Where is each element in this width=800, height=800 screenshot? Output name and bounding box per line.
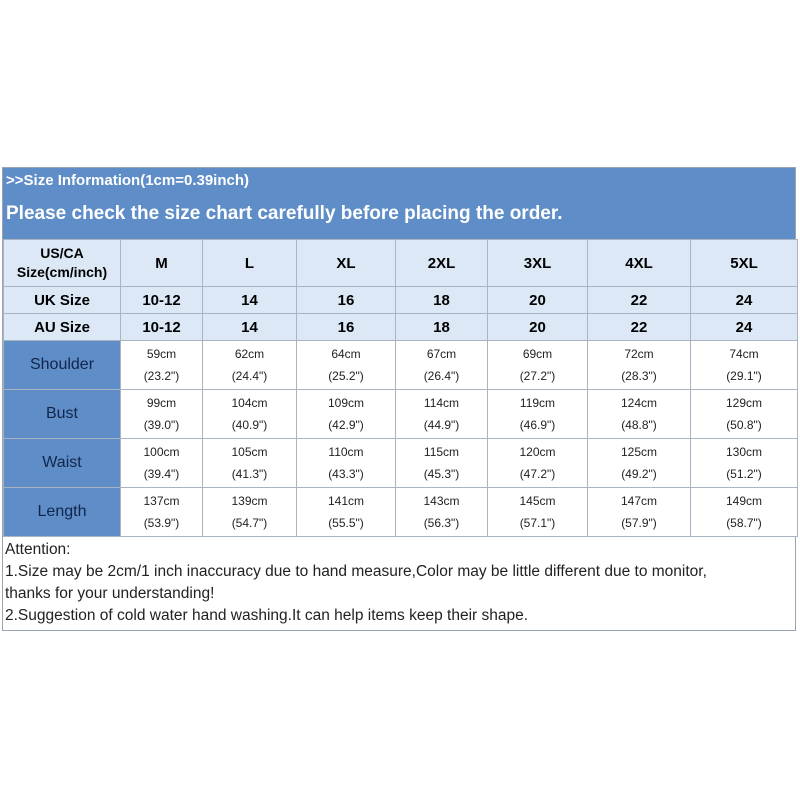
cm-value: 69cm bbox=[522, 347, 553, 361]
size-info-line: >>Size Information(1cm=0.39inch) bbox=[6, 172, 249, 189]
uk-size-label: UK Size bbox=[4, 287, 121, 314]
inch-value: (43.3") bbox=[328, 467, 364, 481]
us-ca-size-label bbox=[4, 240, 121, 287]
size-col-header: L bbox=[203, 240, 297, 287]
measure-label: Shoulder bbox=[4, 341, 121, 390]
au-size-row bbox=[4, 314, 798, 341]
waist-row bbox=[4, 439, 798, 488]
size-col-header: XL bbox=[297, 240, 396, 287]
measure-cell bbox=[121, 390, 203, 439]
uk-size-cell: 14 bbox=[203, 287, 297, 314]
cm-value: 139cm bbox=[231, 494, 268, 508]
cm-value: 62cm bbox=[234, 347, 265, 361]
au-size-cell: 20 bbox=[488, 314, 588, 341]
cm-value: 72cm bbox=[624, 347, 654, 361]
inch-value: (47.2") bbox=[519, 467, 556, 481]
measure-cell bbox=[203, 341, 297, 390]
inch-value: (27.2") bbox=[519, 369, 556, 383]
au-size-cell: 16 bbox=[297, 314, 396, 341]
uk-size-cell: 10-12 bbox=[121, 287, 203, 314]
au-size-cell: 18 bbox=[396, 314, 488, 341]
inch-value: (40.9") bbox=[231, 418, 268, 432]
cm-value: 110cm bbox=[328, 445, 364, 459]
inch-value: (57.1") bbox=[519, 516, 556, 530]
uk-size-cell: 20 bbox=[488, 287, 588, 314]
inch-value: (45.3") bbox=[423, 467, 460, 481]
measure-cell bbox=[588, 390, 691, 439]
measure-cell bbox=[396, 341, 488, 390]
inch-value: (44.9") bbox=[423, 418, 460, 432]
inch-value: (46.9") bbox=[519, 418, 556, 432]
cm-value: 99cm bbox=[146, 396, 177, 410]
attention-note-1: 1.Size may be 2cm/1 inch inaccuracy due to hand measure,Color may be little different due to monitor, bbox=[5, 563, 707, 580]
uk-size-cell: 16 bbox=[297, 287, 396, 314]
cm-value: 59cm bbox=[146, 347, 177, 361]
measure-cell bbox=[488, 439, 588, 488]
us-ca-label-line2: Size(cm/inch) bbox=[16, 264, 108, 280]
measure-cell bbox=[297, 341, 396, 390]
size-table bbox=[3, 239, 798, 537]
cm-value: 129cm bbox=[725, 396, 763, 410]
cm-value: 64cm bbox=[331, 347, 361, 361]
measure-cell bbox=[691, 439, 798, 488]
cm-value: 115cm bbox=[423, 445, 460, 459]
cm-value: 104cm bbox=[231, 396, 268, 410]
uk-size-cell: 22 bbox=[588, 287, 691, 314]
measure-cell bbox=[488, 488, 588, 537]
bust-row bbox=[4, 390, 798, 439]
size-col-header: 2XL bbox=[396, 240, 488, 287]
uk-size-row bbox=[4, 287, 798, 314]
cm-value: 137cm bbox=[143, 494, 180, 508]
size-col-header: 4XL bbox=[588, 240, 691, 287]
measure-cell bbox=[588, 488, 691, 537]
us-ca-label-line1: US/CA bbox=[40, 245, 84, 261]
inch-value: (29.1") bbox=[726, 369, 762, 383]
cm-value: 119cm bbox=[519, 396, 556, 410]
au-size-cell: 24 bbox=[691, 314, 798, 341]
measure-cell bbox=[588, 439, 691, 488]
inch-value: (51.2") bbox=[726, 467, 762, 481]
measure-cell bbox=[121, 488, 203, 537]
cm-value: 125cm bbox=[620, 445, 658, 459]
size-col-header: 5XL bbox=[691, 240, 798, 287]
inch-value: (26.4") bbox=[423, 369, 460, 383]
cm-value: 105cm bbox=[231, 445, 268, 459]
measure-cell bbox=[121, 341, 203, 390]
inch-value: (25.2") bbox=[328, 369, 364, 383]
inch-value: (58.7") bbox=[726, 516, 762, 530]
shoulder-row bbox=[4, 341, 798, 390]
cm-value: 149cm bbox=[725, 494, 763, 508]
attention-note-1-cont: thanks for your understanding! bbox=[5, 585, 215, 602]
inch-value: (55.5") bbox=[328, 516, 364, 530]
measure-cell bbox=[396, 488, 488, 537]
measure-cell bbox=[297, 488, 396, 537]
measure-cell bbox=[488, 390, 588, 439]
cm-value: 147cm bbox=[620, 494, 658, 508]
inch-value: (42.9") bbox=[328, 418, 364, 432]
inch-value: (48.8") bbox=[621, 418, 657, 432]
measure-cell bbox=[488, 341, 588, 390]
inch-value: (53.9") bbox=[143, 516, 180, 530]
au-size-cell: 10-12 bbox=[121, 314, 203, 341]
measure-label: Waist bbox=[4, 439, 121, 488]
measure-cell bbox=[203, 439, 297, 488]
inch-value: (56.3") bbox=[423, 516, 460, 530]
measure-cell bbox=[203, 488, 297, 537]
uk-size-cell: 24 bbox=[691, 287, 798, 314]
attention-notes bbox=[3, 537, 795, 630]
inch-value: (24.4") bbox=[231, 369, 268, 383]
cm-value: 145cm bbox=[519, 494, 556, 508]
inch-value: (39.4") bbox=[143, 467, 180, 481]
inch-value: (57.9") bbox=[621, 516, 657, 530]
cm-value: 120cm bbox=[519, 445, 556, 459]
cm-value: 100cm bbox=[143, 445, 180, 459]
measure-label: Bust bbox=[4, 390, 121, 439]
uk-size-cell: 18 bbox=[396, 287, 488, 314]
measure-cell bbox=[691, 390, 798, 439]
size-col-header: M bbox=[121, 240, 203, 287]
inch-value: (23.2") bbox=[143, 369, 180, 383]
inch-value: (28.3") bbox=[621, 369, 657, 383]
cm-value: 114cm bbox=[423, 396, 460, 410]
check-size-notice: Please check the size chart carefully before placing the order. bbox=[6, 203, 563, 224]
cm-value: 74cm bbox=[729, 347, 759, 361]
measure-cell bbox=[691, 341, 798, 390]
measure-label: Length bbox=[4, 488, 121, 537]
measure-cell bbox=[121, 439, 203, 488]
inch-value: (39.0") bbox=[143, 418, 180, 432]
measure-cell bbox=[691, 488, 798, 537]
measure-cell bbox=[396, 390, 488, 439]
inch-value: (50.8") bbox=[726, 418, 762, 432]
size-chart-header bbox=[3, 168, 795, 239]
cm-value: 143cm bbox=[423, 494, 460, 508]
cm-value: 124cm bbox=[620, 396, 658, 410]
length-row bbox=[4, 488, 798, 537]
size-header-row bbox=[4, 240, 798, 287]
measure-cell bbox=[588, 341, 691, 390]
au-size-label: AU Size bbox=[4, 314, 121, 341]
inch-value: (41.3") bbox=[231, 467, 268, 481]
inch-value: (49.2") bbox=[621, 467, 657, 481]
measure-cell bbox=[297, 439, 396, 488]
attention-title: Attention: bbox=[5, 541, 71, 558]
cm-value: 141cm bbox=[327, 494, 365, 508]
size-chart bbox=[2, 167, 796, 631]
size-col-header: 3XL bbox=[488, 240, 588, 287]
au-size-cell: 22 bbox=[588, 314, 691, 341]
measure-cell bbox=[297, 390, 396, 439]
cm-value: 67cm bbox=[426, 347, 457, 361]
cm-value: 130cm bbox=[725, 445, 763, 459]
inch-value: (54.7") bbox=[231, 516, 268, 530]
au-size-cell: 14 bbox=[203, 314, 297, 341]
measure-cell bbox=[203, 390, 297, 439]
cm-value: 109cm bbox=[327, 396, 365, 410]
measure-cell bbox=[396, 439, 488, 488]
attention-note-2: 2.Suggestion of cold water hand washing.It can help items keep their shape. bbox=[5, 607, 529, 624]
